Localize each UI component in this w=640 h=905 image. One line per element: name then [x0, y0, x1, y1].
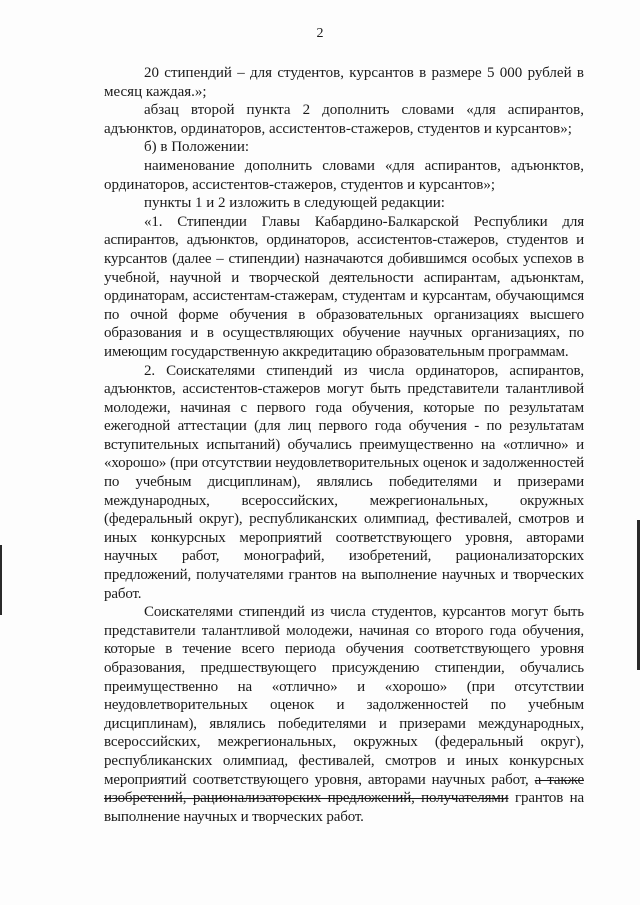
paragraph-clause-1: «1. Стипендии Главы Кабардино-Балкарской Республики для аспирантов, адъюнктов, ординаторов, ассистентов-стажеров, студентов и курсантов (далее – стипендии) назначаются добившимся особых успехов в учебной, научной и творческой деятельности аспирантам, адъюнктам, ординаторам, ассистентам-стажерам, студентам и курсантам, обучающимся по очной форме обучения в образовательных организациях высшего образования и в осуществляющих обучение научных организациях, по имеющим государственную аккредитацию образовательным программам.: [104, 213, 584, 360]
paragraph-stipend-amount: 20 стипендий – для студентов, курсантов в размере 5 000 рублей в месяц каждая.»;: [104, 65, 584, 100]
paragraph-clause-2: 2. Соискателями стипендий из числа ординаторов, аспирантов, адъюнктов, ассистентов-стажеров могут быть представители талантливой молодежи, начиная с первого года обучения, которые по результатам ежегодной аттестации (для лиц первого года обучения - по результатам вступительных испытаний) обучались преимущественно на «отлично» и «хорошо» (при отсутствии неудовлетворительных оценок и задолженностей по учебным дисциплинам), являлись победителями и призерами международных, всероссийских, межрегиональных, окружных (федеральный округ), республиканских олимпиад, фестивалей, смотров и иных конкурсных мероприятий соответствующего уровня, авторами научных работ, монографий, изобретений, рационализаторских предложений, получателями грантов на выполнение научных и творческих работ.: [104, 362, 584, 602]
paragraph-amend-title: наименование дополнить словами «для аспирантов, адъюнктов, ординаторов, ассистентов-стажеров, студентов и курсантов»;: [104, 157, 584, 193]
paragraph-students-applicants: [104, 603, 584, 826]
paragraph-final-text: грантов на выполнение научных и творческих работ.: [104, 790, 584, 825]
document-body: [104, 64, 584, 826]
paragraph-students-text: Соискателями стипендий из числа студентов, курсантов могут быть представители талантливой молодежи, начиная со второго года обучения, которые в течение всего периода обучения соответствующего уровня образования, предшествующего присуждению стипендии, обучались преимущественно на «отлично» и «хорошо» (при отсутствии неудовлетворительных оценок и задолженностей по учебным дисциплинам), являлись победителями и призерами международных, всероссийских, межрегиональных, окружных (федеральный округ), республиканских олимпиад, фестивалей, смотров и иных конкурсных мероприятий соответствующего уровня, авторами научных работ,: [104, 604, 584, 788]
paragraph-amend-point-2: абзац второй пункта 2 дополнить словами «для аспирантов, адъюнктов, ординаторов, ассистентов-стажеров, студентов и курсантов»;: [104, 102, 584, 137]
scan-edge-mark-left: [0, 545, 2, 615]
paragraph-in-regulation: б) в Положении:: [144, 139, 250, 156]
page-number: 2: [316, 26, 324, 41]
struck-out-text: а также изобретений, рационализаторских предложений, получателями: [104, 771, 584, 807]
paragraph-points-1-2: пункты 1 и 2 изложить в следующей редакции:: [144, 195, 445, 212]
